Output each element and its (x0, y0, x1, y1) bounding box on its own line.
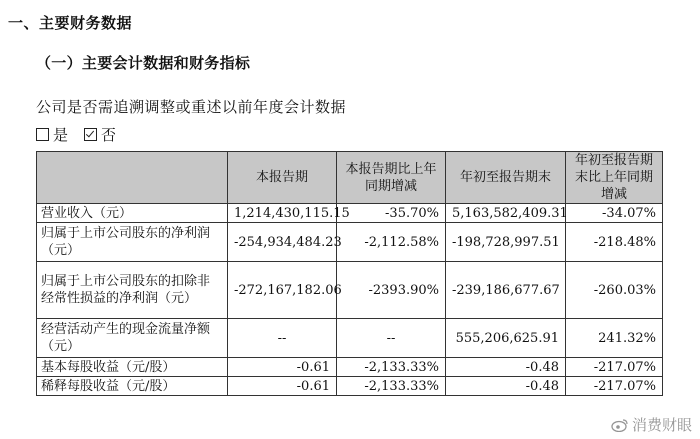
row-label: 稀释每股收益（元/股） (37, 377, 228, 396)
option-yes-label: 是 (53, 126, 69, 144)
table-cell: -2,133.33% (337, 358, 446, 377)
table-cell: -2,133.33% (337, 377, 446, 396)
table-row (37, 319, 663, 358)
table-row (37, 204, 663, 223)
table-cell: -272,167,182.06 (228, 262, 337, 319)
table-cell: -0.48 (446, 377, 566, 396)
table-cell: -- (228, 319, 337, 358)
table-cell: 1,214,430,115.15 (228, 204, 337, 223)
checkbox-yes[interactable] (36, 128, 49, 141)
row-label: 营业收入（元） (37, 204, 228, 223)
header-cell: 本报告期 (228, 152, 337, 204)
table-cell: -2393.90% (337, 262, 446, 319)
table-cell: -217.07% (566, 358, 663, 377)
option-no-label: 否 (101, 126, 117, 144)
watermark-text: 消费财眼 (631, 416, 692, 434)
section-heading: 一、主要财务数据 (8, 14, 133, 32)
table-row (37, 377, 663, 396)
table-cell: -2,112.58% (337, 223, 446, 262)
table-row (37, 262, 663, 319)
table-cell: -35.70% (337, 204, 446, 223)
table-cell: -254,934,484.23 (228, 223, 337, 262)
restatement-options (36, 124, 116, 145)
header-cell: 年初至报告期末比上年同期增减 (566, 152, 663, 204)
checkbox-no[interactable] (84, 128, 97, 141)
table-row (37, 358, 663, 377)
watermark (611, 414, 692, 435)
header-cell: 年初至报告期末 (446, 152, 566, 204)
table-cell: -0.61 (228, 358, 337, 377)
row-label: 归属于上市公司股东的扣除非经常性损益的净利润（元） (37, 262, 228, 319)
table-cell: -0.48 (446, 358, 566, 377)
row-label: 归属于上市公司股东的净利润（元） (37, 223, 228, 262)
table-cell: 555,206,625.91 (446, 319, 566, 358)
table-cell: -- (337, 319, 446, 358)
header-cell: 本报告期比上年同期增减 (337, 152, 446, 204)
table-cell: 241.32% (566, 319, 663, 358)
table-cell: -0.61 (228, 377, 337, 396)
subsection-heading: （一）主要会计数据和财务指标 (36, 54, 251, 72)
header-cell (37, 152, 228, 204)
weibo-icon (611, 418, 629, 432)
table-cell: -34.07% (566, 204, 663, 223)
financial-data-table (36, 151, 663, 396)
row-label: 经营活动产生的现金流量净额（元） (37, 319, 228, 358)
table-header-row (37, 152, 663, 204)
restatement-question: 公司是否需追溯调整或重述以前年度会计数据 (36, 98, 347, 116)
table-cell: -260.03% (566, 262, 663, 319)
table-cell: -198,728,997.51 (446, 223, 566, 262)
table-cell: 5,163,582,409.31 (446, 204, 566, 223)
table-cell: -218.48% (566, 223, 663, 262)
table-cell: -239,186,677.67 (446, 262, 566, 319)
table-cell: -217.07% (566, 377, 663, 396)
row-label: 基本每股收益（元/股） (37, 358, 228, 377)
table-row (37, 223, 663, 262)
